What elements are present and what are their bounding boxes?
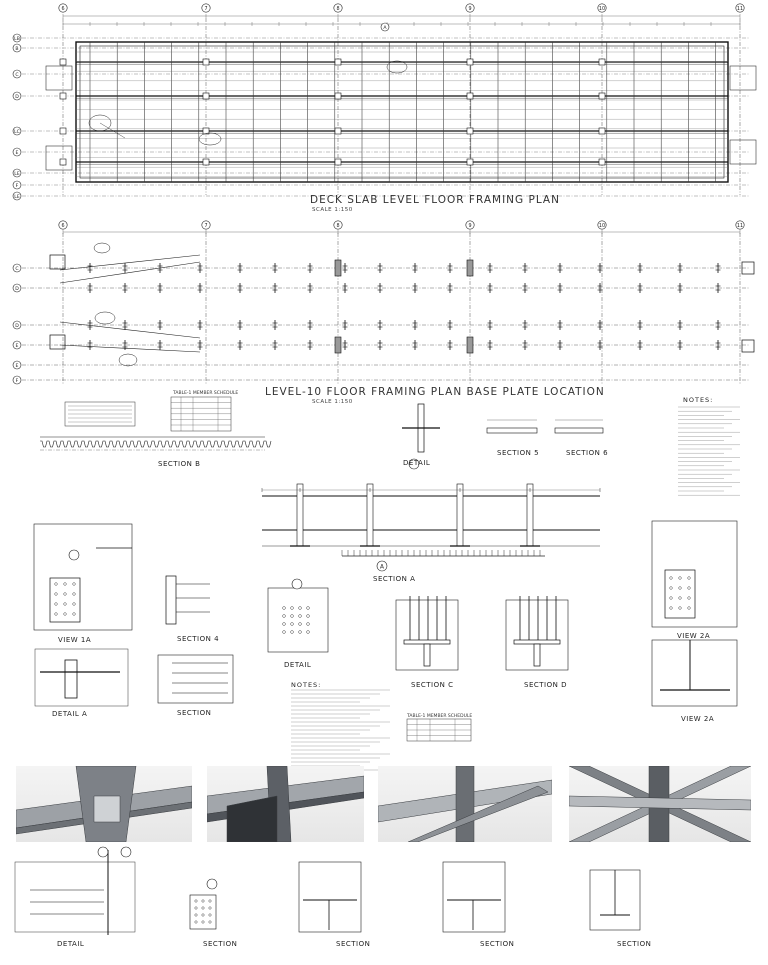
row-bubble-2-label: C <box>15 72 19 78</box>
bolt <box>679 577 682 580</box>
column-block-1-0 <box>467 260 473 276</box>
column-block-1-1 <box>467 337 473 353</box>
section-c-title: SECTION C <box>411 681 454 689</box>
end-bay-left <box>46 66 72 90</box>
bolt <box>209 921 211 923</box>
bolt <box>55 603 58 606</box>
grid-bubble-7-label: 7 <box>204 6 208 12</box>
detail-a-frame <box>35 649 128 706</box>
deck-slab-plan-scale: SCALE 1:150 <box>312 207 353 213</box>
section-b-title: SECTION B <box>158 460 201 468</box>
row-bubble-8-label: LE <box>14 194 20 200</box>
bolt <box>195 921 197 923</box>
row2-bubble-4-label: E <box>15 363 19 369</box>
detail-2-title: DETAIL <box>284 661 312 669</box>
section-d-title: SECTION D <box>524 681 567 689</box>
pedestal <box>534 644 540 666</box>
bolt <box>679 587 682 590</box>
bolt <box>670 597 673 600</box>
column-4-1 <box>599 93 605 99</box>
section-4-title: SECTION 4 <box>177 635 220 643</box>
column-block-0-1 <box>335 337 341 353</box>
grid2-bubble-10-label: 10 <box>598 223 606 229</box>
bolt <box>209 914 211 916</box>
bolt <box>670 577 673 580</box>
column-4-3 <box>599 159 605 165</box>
view-2a-lower-title: VIEW 2A <box>681 715 715 723</box>
bolt <box>670 607 673 610</box>
level10-plan-scale: SCALE 1:150 <box>312 399 353 405</box>
member-schedule-table-1 <box>171 397 231 431</box>
bolt <box>202 921 204 923</box>
connection-details <box>15 397 740 935</box>
bolt <box>195 900 197 902</box>
section-4-column <box>166 576 176 624</box>
bolt <box>299 607 302 610</box>
view-1a-bubble <box>69 550 79 560</box>
detail-a-column <box>65 660 77 698</box>
section-5-title: SECTION 5 <box>497 449 540 457</box>
grid-bubble-9-label: 9 <box>468 6 472 12</box>
row-bubble-5-label: E <box>15 150 19 156</box>
base-right-bot <box>742 340 754 352</box>
bolt <box>307 607 310 610</box>
bolt <box>73 613 76 616</box>
brace-line-4 <box>60 345 200 352</box>
brace-line-3 <box>60 322 200 338</box>
bolt <box>202 900 204 902</box>
bolt <box>283 615 286 618</box>
column-2-3 <box>335 159 341 165</box>
render-connection-1 <box>16 766 192 842</box>
bolt <box>283 623 286 626</box>
section-e-title: SECTION <box>203 940 238 948</box>
level10-plan-title: LEVEL-10 FLOOR FRAMING PLAN BASE PLATE LOCATION <box>265 386 605 398</box>
view-2a-lower-frame <box>652 640 737 706</box>
grid2-bubble-6-label: 6 <box>61 223 65 229</box>
member-schedule-caption-1: TABLE-1 MEMBER SCHEDULE <box>173 391 239 396</box>
grid2-bubble-8-label: 8 <box>336 223 340 229</box>
bolt <box>64 613 67 616</box>
bolt <box>299 631 302 634</box>
deck-slab-outline <box>76 42 728 182</box>
bolt <box>291 615 294 618</box>
render1-plate <box>94 796 120 822</box>
view-1a-title: VIEW 1A <box>58 636 92 644</box>
row-bubble-7-label: F <box>15 183 19 189</box>
bolt <box>209 907 211 909</box>
render-connection-2 <box>207 766 364 842</box>
bolt <box>64 583 67 586</box>
section-a-title: SECTION A <box>373 575 416 583</box>
render-connection-3 <box>378 766 552 842</box>
column-0-0 <box>60 59 66 65</box>
cloud-callout-2 <box>199 133 221 145</box>
bolt <box>202 914 204 916</box>
deck-slab-plan-title: DECK SLAB LEVEL FLOOR FRAMING PLAN <box>310 194 560 206</box>
column-3-3 <box>467 159 473 165</box>
bolt <box>64 593 67 596</box>
section-h-title: SECTION <box>617 940 652 948</box>
bolt <box>55 613 58 616</box>
cloud2-callout-2 <box>119 354 137 366</box>
column-0-3 <box>60 159 66 165</box>
grid2-bubble-11-label: 11 <box>736 223 744 229</box>
base-plate <box>514 640 560 644</box>
bolt <box>679 607 682 610</box>
column-3-2 <box>467 128 473 134</box>
section-6-beam <box>555 428 603 433</box>
row2-bubble-0-label: C <box>15 266 19 272</box>
row-bubble-4-label: LC <box>14 129 20 135</box>
row2-bubble-5-label: F <box>15 378 19 384</box>
detail-b-bubble-1 <box>98 847 108 857</box>
detail-top-title: DETAIL <box>403 459 431 467</box>
bolt <box>55 593 58 596</box>
cloud2-callout-1 <box>95 312 115 324</box>
render-connection-4 <box>569 766 751 842</box>
column-3-0 <box>467 59 473 65</box>
row-bubble-1-label: B <box>15 46 19 52</box>
view-1a-frame <box>34 524 132 630</box>
section-a-column-3 <box>527 484 533 546</box>
brace-line-2 <box>60 262 200 283</box>
bolt <box>73 593 76 596</box>
bolt <box>299 615 302 618</box>
grid2-bubble-7-label: 7 <box>204 223 208 229</box>
bolt <box>202 907 204 909</box>
bolt <box>299 623 302 626</box>
level10-framing-plan <box>13 221 754 384</box>
section-e-bubble <box>207 879 217 889</box>
bolt <box>670 587 673 590</box>
bolt <box>73 583 76 586</box>
bolt <box>688 577 691 580</box>
section-5-beam <box>487 428 537 433</box>
view-2a-title: VIEW 2A <box>677 632 711 640</box>
detail-a-title: DETAIL A <box>52 710 88 718</box>
end-bay-right <box>730 66 756 90</box>
section-g-frame <box>443 862 505 932</box>
row2-bubble-1-label: D <box>15 286 19 292</box>
grid-bubble-6-label: 6 <box>61 6 65 12</box>
column-2-1 <box>335 93 341 99</box>
bolt <box>291 607 294 610</box>
base-plate <box>404 640 450 644</box>
column-3-1 <box>467 93 473 99</box>
bolt <box>307 615 310 618</box>
column-4-2 <box>599 128 605 134</box>
brace-line-1 <box>60 255 200 270</box>
section-a-column-0 <box>297 484 303 546</box>
bolt <box>209 900 211 902</box>
section-6-title: SECTION 6 <box>566 449 609 457</box>
bolt <box>195 907 197 909</box>
column-1-3 <box>203 159 209 165</box>
pedestal <box>424 644 430 666</box>
render4-beam <box>569 796 751 810</box>
bolt <box>64 603 67 606</box>
section-callout-a-top-label: A <box>383 25 387 31</box>
bolt <box>688 597 691 600</box>
bolt <box>291 631 294 634</box>
section-a-bubble-label: A <box>380 564 384 571</box>
deck-profile-section-b <box>40 441 271 447</box>
column-1-1 <box>203 93 209 99</box>
bolt <box>73 603 76 606</box>
detail-b-frame <box>15 862 135 932</box>
bolt <box>283 631 286 634</box>
column-1-0 <box>203 59 209 65</box>
grid-bubble-10-label: 10 <box>598 6 606 12</box>
column-4-0 <box>599 59 605 65</box>
row-bubble-6-label: LE <box>14 171 20 177</box>
row2-bubble-3-label: E <box>15 343 19 349</box>
bolt <box>291 623 294 626</box>
member-schedule-caption-2: TABLE-1 MEMBER SCHEDULE <box>407 714 473 719</box>
bolt <box>195 914 197 916</box>
deck-slab-inner-outline <box>80 46 724 178</box>
section-x1-frame <box>158 655 233 703</box>
section-a-column-1 <box>367 484 373 546</box>
column-2-2 <box>335 128 341 134</box>
bolt <box>307 623 310 626</box>
column-block-0-0 <box>335 260 341 276</box>
column-0-2 <box>60 128 66 134</box>
column-0-1 <box>60 93 66 99</box>
deck-slab-framing-plan <box>13 4 756 200</box>
detail-2-bubble <box>292 579 302 589</box>
section-a-column-2 <box>457 484 463 546</box>
detail-b-bubble-2 <box>121 847 131 857</box>
render3-column <box>456 766 474 842</box>
detail-2-frame <box>268 588 328 652</box>
grid-bubble-8-label: 8 <box>336 6 340 12</box>
bolt <box>679 597 682 600</box>
section-f-frame <box>299 862 361 932</box>
end-bay-left-2 <box>46 146 72 170</box>
grid-bubble-11-label: 11 <box>736 6 744 12</box>
cloud2-callout-3 <box>94 243 110 253</box>
bolt <box>55 583 58 586</box>
row-bubble-3-label: D <box>15 94 19 100</box>
notes-heading: NOTES: <box>683 396 714 404</box>
bolt <box>688 607 691 610</box>
grid2-bubble-9-label: 9 <box>468 223 472 229</box>
detail-b-title: DETAIL <box>57 940 85 948</box>
bolt <box>307 631 310 634</box>
section-x1-title: SECTION <box>177 709 212 717</box>
column-2-0 <box>335 59 341 65</box>
section-g-title: SECTION <box>480 940 515 948</box>
bolt <box>283 607 286 610</box>
section-f-title: SECTION <box>336 940 371 948</box>
row-bubble-0-label: LB <box>14 36 20 42</box>
row2-bubble-2-label: D <box>15 323 19 329</box>
bolt <box>688 587 691 590</box>
notes-heading-2: NOTES: <box>291 681 322 689</box>
